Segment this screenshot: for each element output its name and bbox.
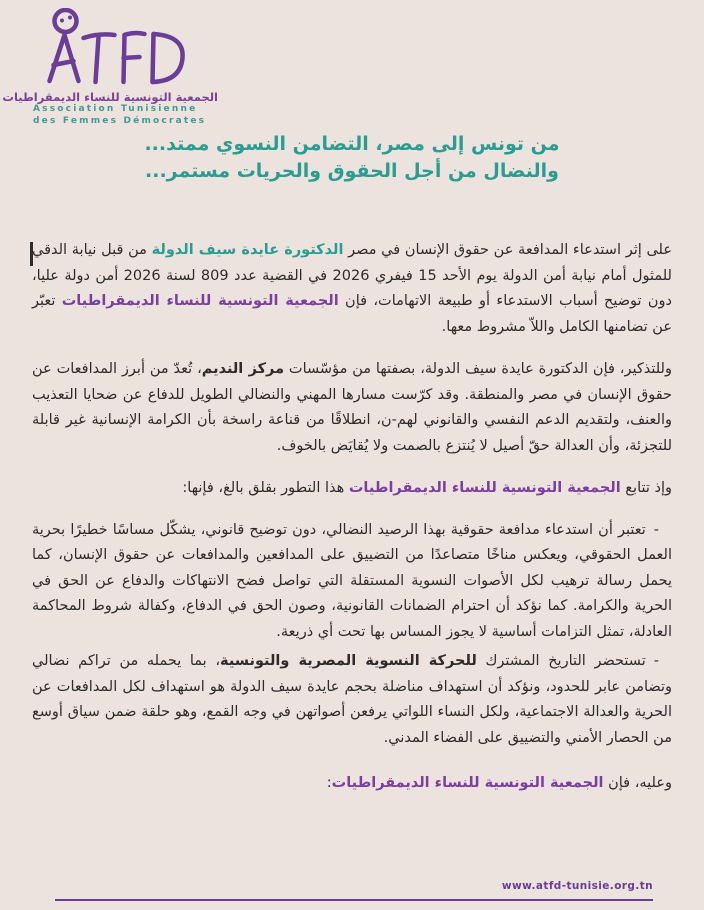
statement-headline <box>0 131 704 185</box>
statement-body <box>32 238 672 797</box>
bullet-dash: - <box>653 653 659 669</box>
list-item-text: تعتبر أن استدعاء مدافعة حقوقية بهذا الرصيد النضالي، دون توضيح قانوني، يشكّل مساسًا خطيرًا بحرية العمل الحقوقي، ويعكس مناخًا متصاعدًا من التضييق على المدافعين والمدافعات عن حقوق الإنسان، كما يحمل رسالة ترهيب لكل الأصوات النسوية المستقلة التي تواصل فضح الانتهاكات والدفاع عن الحق في الحرية والكرامة. كما نؤكد أن احترام الضمانات القانونية، وصون الحق في الدفاع، وكفالة شروط المحاكمة العادلة، تمثل التزامات أساسية لا يجوز المساس بها تحت أي ذريعة. <box>32 521 672 640</box>
logo-face-dot <box>68 16 72 20</box>
positions-list <box>32 518 672 752</box>
list-item-shared-history <box>32 649 672 751</box>
website-url: www.atfd-tunisie.org.tn <box>501 880 653 892</box>
headline-line1: من تونس إلى مصر، التضامن النسوي ممتد... <box>144 133 560 155</box>
org-name-arabic: الجمعية التونسية للنساء الديمقراطيات <box>2 90 218 104</box>
paragraph-list-intro: وإذ تتابع الجمعية التونسية للنساء الديمقراطيات هذا التطور بقلق بالغ، فإنها: <box>182 480 672 496</box>
paragraph-background: وللتذكير، فإن الدكتورة عايدة سيف الدولة، بصفتها من مؤسّسات مركز النديم، تُعدّ من أبرز المدافعات عن حقوق الإنسان في مصر والمنطقة. وقد كرّست مسارها المهني والنضالي الطويل للدفاع عن ضحايا التعذيب والعنف، ولتقديم الدعم النفسي والقانوني لهم-ن، انطلاقًا من قناعة راسخة بأن الكرامة الإنسانية غير قابلة للتجزئة، وأن العدالة حقّ أصيل لا يُنتزع بالصمت ولا يُقايَض بالخوف. <box>32 361 672 454</box>
headline-line2: والنضال من أجل الحقوق والحريات مستمر... <box>145 160 559 182</box>
logo-face-dot <box>60 19 64 23</box>
paragraph-closing: وعليه، فإن الجمعية التونسية للنساء الديمقراطيات: <box>326 775 672 791</box>
list-item-text: تستحضر التاريخ المشترك للحركة النسوية المصرية والتونسية، بما يحمله من تراكم نضالي وتضامن عابر للحدود، ونؤكد أن استهداف مناضلة بحجم عايدة سيف الدولة هو استهداف لكل المدافعات عن الحرية والعدالة الاجتماعية، ولكل النساء اللواتي يرفعن أصواتهن في وجه القمع، وهو حلقة ضمن سياق أوسع من الحصار الأمني والتضييق على الفضاء المدني. <box>32 653 672 746</box>
bullet-dash: - <box>653 521 659 538</box>
atfd-logo-icon <box>33 8 213 88</box>
org-name-french-line2: des Femmes Démocrates <box>33 115 207 126</box>
atfd-logo-block <box>2 8 218 127</box>
org-name-french-line1: Association Tunisienne <box>33 104 198 114</box>
logo-figure-head <box>55 10 77 32</box>
footer-divider <box>55 899 653 901</box>
paragraph-summons: على إثر استدعاء المدافعة عن حقوق الإنسان في مصر الدكتورة عايدة سيف الدولة من قبل نيابة الدقي للمثول أمام نيابة أمن الدولة يوم الأحد 15 فيفري 2026 في القضية عدد 809 لسنة 2026 أمن دولة عليا، دون توضيح أسباب الاستدعاء أو طبيعة الاتهامات، فإن الجمعية التونسية للنساء الديمقراطيات تعبّر عن تضامنها الكامل واللاّ مشروط معها. <box>32 242 672 335</box>
list-item-condemnation <box>32 518 672 646</box>
